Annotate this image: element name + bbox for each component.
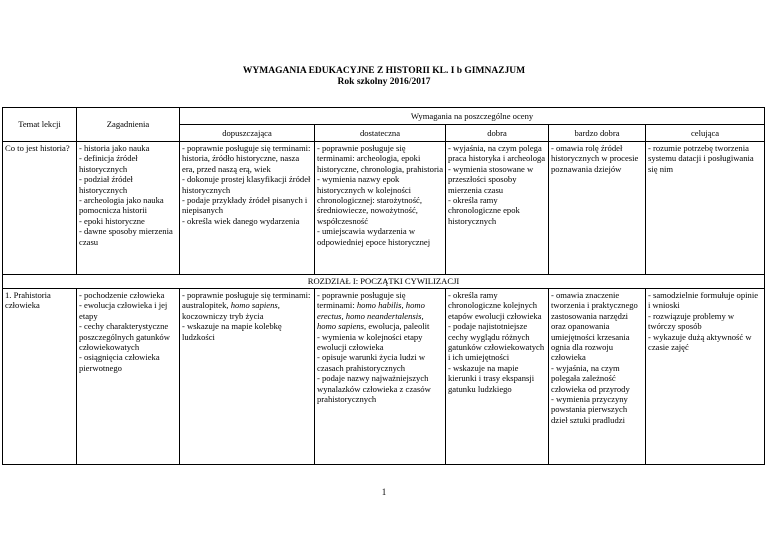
table-row (3, 142, 765, 275)
row1-grade-good: - wyjaśnia, na czym polega praca historyka i archeologa - wymienia stosowane w przeszłości sposoby mierzenia czasu - określa ramy chronologiczne epok historycznych (446, 142, 549, 275)
requirements-table (2, 107, 765, 465)
row2-topic: 1. Prahistoria człowieka (3, 289, 77, 465)
section-row (3, 275, 765, 289)
header-grade-excellent: celująca (646, 125, 765, 142)
header-topic: Temat lekcji (3, 108, 77, 142)
row2-grade-sufficient (180, 289, 315, 465)
page-number: 1 (381, 487, 387, 497)
header-grade-satisfactory: dostateczna (315, 125, 446, 142)
row2-issues: - pochodzenie człowieka - ewolucja człowieka i jej etapy - cechy charakterystyczne poszczególnych gatunków człowiekowatych - osiągnięcia człowieka pierwotnego (77, 289, 180, 465)
header-grade-very-good: bardzo dobra (549, 125, 646, 142)
header-grade-requirements: Wymagania na poszczególne oceny (180, 108, 765, 125)
row2-grade-very-good: - omawia znaczenie tworzenia i praktycznego zastosowania narzędzi oraz opanowania umiejętności krzesania ognia dla rozwoju człowieka - wyjaśnia, na czym polegała zależność człowieka od przyrody - wymienia przyczyny powstania pierwszych dzieł sztuki pradludzi (549, 289, 646, 465)
header-issues: Zagadnienia (77, 108, 180, 142)
row2-g1-term: homo sapiens (230, 300, 278, 311)
row2-grade-excellent: - samodzielnie formułuje opinie i wnioski - rozwiązuje problemy w twórczy sposób - wykazuje dużą aktywność w czasie zajęć (646, 289, 765, 465)
row2-g1-text-b: , koczowniczy tryb życia - wskazuje na mapie kolebkę ludzkości (182, 300, 282, 342)
row2-g2-text-b: , ewolucja, paleolit - wymienia w kolejności etapy ewolucji człowieka - opisuje warunki życia ludzi w czasach prahistorycznych - podaje nazwy najważniejszych wynalazków człowieka z czasów prahistorycznych (317, 321, 431, 405)
row1-topic: Co to jest historia? (3, 142, 77, 275)
row1-grade-very-good: - omawia rolę źródeł historycznych w procesie poznawania dziejów (549, 142, 646, 275)
header-grade-sufficient: dopuszczająca (180, 125, 315, 142)
table-row (3, 289, 765, 465)
section-title: ROZDZIAŁ I: POCZĄTKI CYWILIZACJI (3, 275, 765, 289)
row2-grade-good: - określa ramy chronologiczne kolejnych etapów ewolucji człowieka - podaje najistotniejsze cechy wyglądu różnych gatunków człowiekowatych i ich umiejętności - wskazuje na mapie kierunki i trasy ekspansji gatunku ludzkiego (446, 289, 549, 465)
row2-grade-satisfactory (315, 289, 446, 465)
row1-issues: - historia jako nauka - definicja źródeł historycznych - podział źródeł historycznych - archeologia jako nauka pomocnicza historii - epoki historyczne - dawne sposoby mierzenia czasu (77, 142, 180, 275)
school-year-subtitle: Rok szkolny 2016/2017 (337, 77, 431, 87)
row2-g2-terms: homo habilis, homo erectus, homo neandertalensis, homo sapiens (317, 300, 425, 332)
row1-grade-excellent: - rozumie potrzebę tworzenia systemu datacji i posługiwania się nim (646, 142, 765, 275)
row1-grade-sufficient: - poprawnie posługuje się terminami: historia, źródło historyczne, nasza era, przed naszą erą, wiek - dokonuje prostej klasyfikacji źródeł historycznych - podaje przykłady źródeł pisanych i niepisanych - określa wiek danego wydarzenia (180, 142, 315, 275)
document-title: WYMAGANIA EDUKACYJNE Z HISTORII KL. I b GIMNAZJUM (242, 66, 526, 76)
row2-g2-text-a: - poprawnie posługuje się terminami: (317, 290, 406, 311)
row2-g1-text-a: - poprawnie posługuje się terminami: australopitek, (182, 290, 311, 311)
header-grade-good: dobra (446, 125, 549, 142)
row1-grade-satisfactory: - poprawnie posługuje się terminami: archeologia, epoki historyczne, chronologia, prahistoria - wymienia nazwy epok historycznych w kolejności chronologicznej: starożytność, średniowiecze, nowożytność, współczesność - umiejscawia wydarzenia w odpowiedniej epoce historycznej (315, 142, 446, 275)
